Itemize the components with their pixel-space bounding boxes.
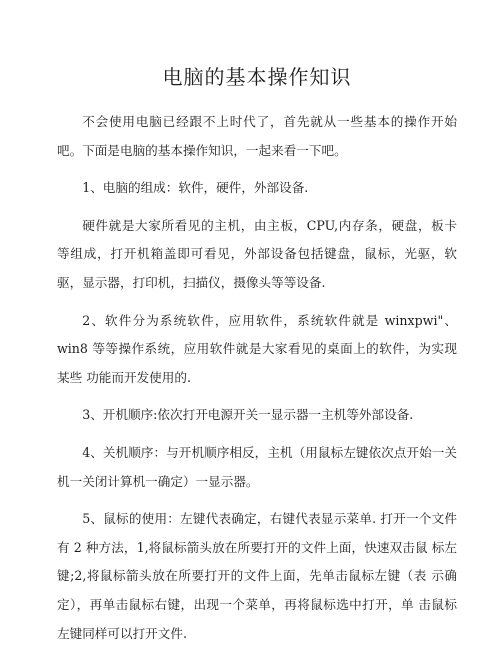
paragraph-power-on-order: 3、开机顺序:依次打开电源开关一显示器一主机等外部设备.: [82, 407, 414, 423]
paragraph-software: 2、软件分为系统软件，应用软件，系统软件就是 winxpwi"、win8 等等操作系统，应用软件就是大家看见的桌面上的软件，为实现某些 功能而开发使用的.: [57, 312, 457, 385]
document-title: 电脑的基本操作知识: [162, 65, 352, 89]
paragraph-mouse-usage: 5、鼠标的使用：左键代表确定，右键代表显示菜单. 打开一个文件 有 2 种方法，1,将鼠标箭头放在所要打开的文件上面，快速双击鼠 标左键;2,将鼠标箭头放在所要打开的文件上面，先单击鼠标左键（表 示确定），再单击鼠标右键，出现一个菜单，再将鼠标选中打开，单 击鼠标左键同样可以打开文件.: [57, 511, 457, 641]
paragraph-hardware: 硬件就是大家所看见的主机，由主板，CPU,内存条，硬盘，板卡 等组成，打开机箱盖即可看见，外部设备包括键盘，鼠标，光驱，软 驱，显示器，打印机，扫描仪，摄像头等等设备.: [57, 217, 457, 290]
paragraph-intro: 不会使用电脑已经跟不上时代了，首先就从一些基本的操作开始 吧。下面是电脑的基本操作知识，一起来看一下吧。: [57, 114, 457, 158]
document-body: [57, 108, 457, 657]
paragraph-shutdown-order: 4、关机顺序：与开机顺序相反，主机（用鼠标左键依次点开始一关 机一关闭计算机一确定）一显示器。: [57, 444, 457, 489]
paragraph-composition: 1、电脑的组成：软件，硬件，外部设备.: [82, 180, 309, 196]
